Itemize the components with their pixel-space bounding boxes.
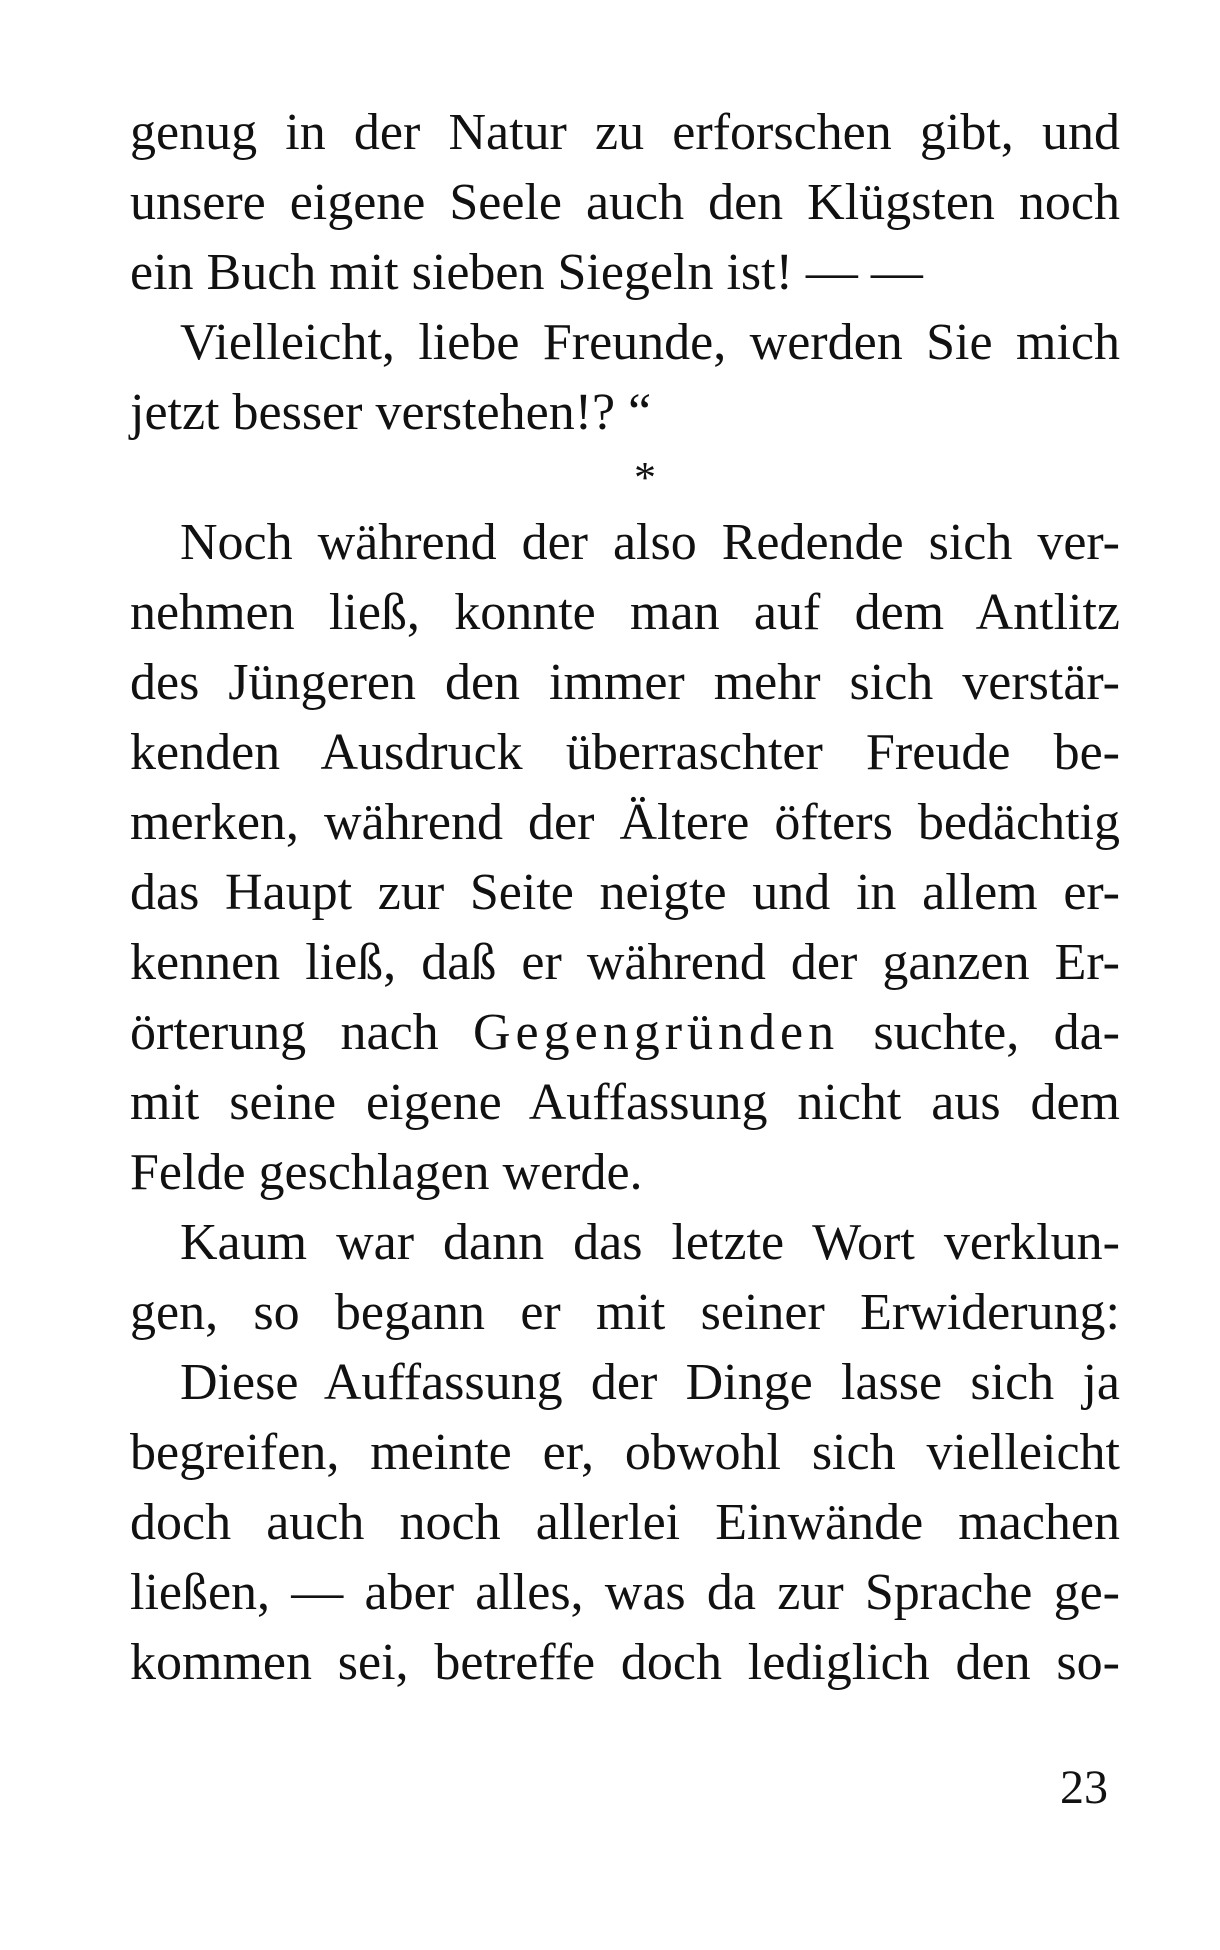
text-line: merken, während der Ältere öfters bedächtig bbox=[130, 794, 1120, 851]
text-line: doch auch noch allerlei Einwände machen bbox=[130, 1494, 1120, 1551]
text-line: des Jüngeren den immer mehr sich verstär- bbox=[130, 654, 1120, 711]
text-line: kennen ließ, daß er während der ganzen Er- bbox=[130, 934, 1120, 991]
text-line: gen, so begann er mit seiner Erwiderung: bbox=[130, 1284, 1120, 1341]
text-line: Diese Auffassung der Dinge lasse sich ja bbox=[180, 1354, 1120, 1411]
text-line: jetzt besser verstehen!? “ bbox=[130, 384, 652, 441]
text-line: Vielleicht, liebe Freunde, werden Sie mich bbox=[180, 314, 1120, 371]
text-line: genug in der Natur zu erforschen gibt, und bbox=[130, 104, 1120, 161]
text-line: das Haupt zur Seite neigte und in allem er- bbox=[130, 864, 1120, 921]
body-text bbox=[130, 98, 1120, 1698]
text-line: kenden Ausdruck überraschter Freude be- bbox=[130, 724, 1120, 781]
text-line: ließen, — aber alles, was da zur Sprache ge- bbox=[130, 1564, 1120, 1621]
text-line: Felde geschlagen werde. bbox=[130, 1144, 643, 1201]
page-number: 23 bbox=[1060, 1761, 1108, 1814]
text-line: nehmen ließ, konnte man auf dem Antlitz bbox=[130, 584, 1120, 641]
section-separator-asterisk: * bbox=[634, 453, 656, 502]
text-fragment: örterung nach bbox=[130, 1004, 473, 1061]
text-line: Noch während der also Redende sich ver- bbox=[180, 514, 1120, 571]
text-line: begreifen, meinte er, obwohl sich vielleicht bbox=[130, 1424, 1120, 1481]
emphasized-word: Gegengründen bbox=[472, 1004, 840, 1061]
text-fragment: suchte, da- bbox=[839, 1004, 1120, 1061]
text-line: mit seine eigene Auffassung nicht aus dem bbox=[130, 1074, 1120, 1131]
text-line: unsere eigene Seele auch den Klügsten noch bbox=[130, 174, 1120, 231]
text-line: ein Buch mit sieben Siegeln ist! — — bbox=[130, 244, 923, 301]
text-line: kommen sei, betreffe doch lediglich den so- bbox=[130, 1634, 1120, 1691]
text-line: Kaum war dann das letzte Wort verklun- bbox=[180, 1214, 1120, 1271]
text-line bbox=[130, 998, 1120, 1068]
